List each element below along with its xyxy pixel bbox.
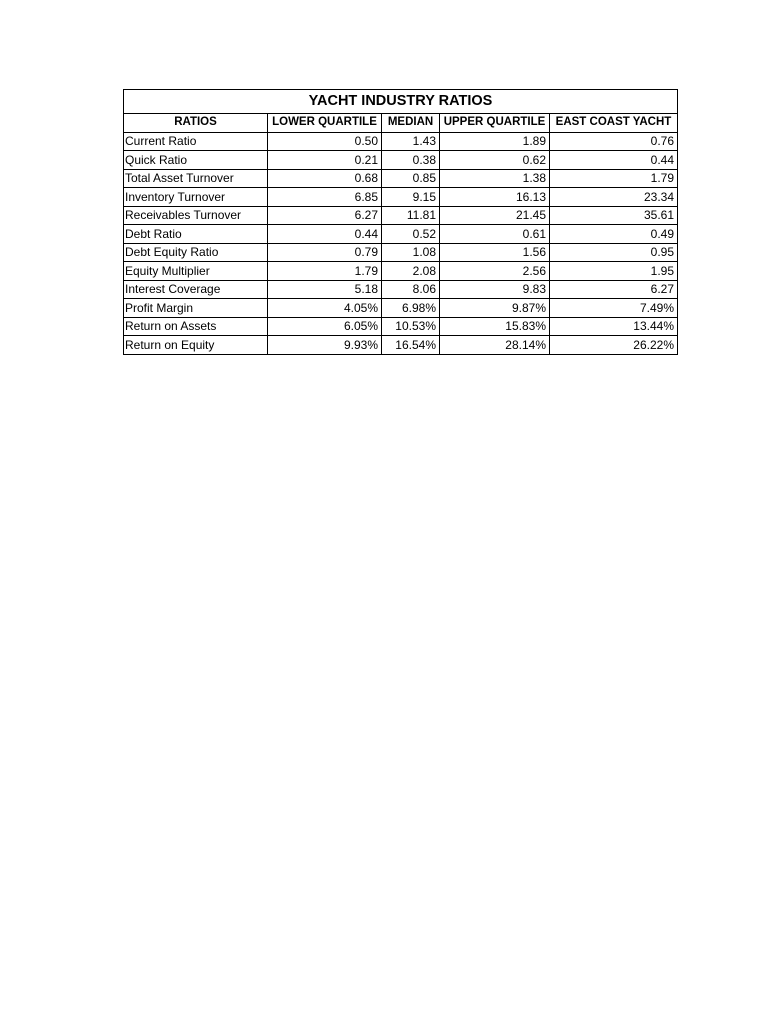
cell-ratio-name: Return on Equity xyxy=(124,336,268,355)
header-median: MEDIAN xyxy=(382,114,440,133)
cell-east-coast-yacht: 1.79 xyxy=(550,169,678,188)
cell-upper-quartile: 28.14% xyxy=(440,336,550,355)
title-row xyxy=(124,90,678,114)
cell-median: 0.85 xyxy=(382,169,440,188)
table-row xyxy=(124,225,678,244)
cell-median: 16.54% xyxy=(382,336,440,355)
table-row xyxy=(124,317,678,336)
cell-median: 1.43 xyxy=(382,132,440,151)
cell-ratio-name: Debt Equity Ratio xyxy=(124,243,268,262)
cell-ratio-name: Receivables Turnover xyxy=(124,206,268,225)
cell-lower-quartile: 4.05% xyxy=(268,299,382,318)
table-row xyxy=(124,151,678,170)
table-row xyxy=(124,299,678,318)
cell-east-coast-yacht: 0.44 xyxy=(550,151,678,170)
cell-ratio-name: Current Ratio xyxy=(124,132,268,151)
cell-median: 6.98% xyxy=(382,299,440,318)
table-row xyxy=(124,206,678,225)
cell-east-coast-yacht: 1.95 xyxy=(550,262,678,281)
table-row xyxy=(124,188,678,207)
cell-upper-quartile: 9.83 xyxy=(440,280,550,299)
header-row xyxy=(124,114,678,133)
cell-east-coast-yacht: 23.34 xyxy=(550,188,678,207)
cell-east-coast-yacht: 0.76 xyxy=(550,132,678,151)
cell-upper-quartile: 16.13 xyxy=(440,188,550,207)
table-body xyxy=(124,132,678,354)
cell-upper-quartile: 21.45 xyxy=(440,206,550,225)
header-lower-quartile: LOWER QUARTILE xyxy=(268,114,382,133)
cell-upper-quartile: 0.61 xyxy=(440,225,550,244)
cell-east-coast-yacht: 0.49 xyxy=(550,225,678,244)
table-row xyxy=(124,169,678,188)
cell-lower-quartile: 9.93% xyxy=(268,336,382,355)
cell-lower-quartile: 1.79 xyxy=(268,262,382,281)
header-east-coast-yacht: EAST COAST YACHT xyxy=(550,114,678,133)
header-upper-quartile: UPPER QUARTILE xyxy=(440,114,550,133)
table-row xyxy=(124,336,678,355)
cell-median: 8.06 xyxy=(382,280,440,299)
table-row xyxy=(124,280,678,299)
cell-east-coast-yacht: 35.61 xyxy=(550,206,678,225)
cell-upper-quartile: 1.89 xyxy=(440,132,550,151)
cell-lower-quartile: 6.05% xyxy=(268,317,382,336)
cell-median: 1.08 xyxy=(382,243,440,262)
cell-east-coast-yacht: 6.27 xyxy=(550,280,678,299)
cell-upper-quartile: 2.56 xyxy=(440,262,550,281)
cell-upper-quartile: 1.56 xyxy=(440,243,550,262)
cell-ratio-name: Return on Assets xyxy=(124,317,268,336)
cell-ratio-name: Debt Ratio xyxy=(124,225,268,244)
cell-ratio-name: Interest Coverage xyxy=(124,280,268,299)
cell-median: 11.81 xyxy=(382,206,440,225)
table-row xyxy=(124,262,678,281)
cell-east-coast-yacht: 0.95 xyxy=(550,243,678,262)
yacht-industry-ratios-table xyxy=(123,89,678,355)
cell-upper-quartile: 0.62 xyxy=(440,151,550,170)
cell-median: 0.52 xyxy=(382,225,440,244)
cell-ratio-name: Total Asset Turnover xyxy=(124,169,268,188)
table-row xyxy=(124,132,678,151)
cell-median: 10.53% xyxy=(382,317,440,336)
cell-lower-quartile: 5.18 xyxy=(268,280,382,299)
cell-east-coast-yacht: 13.44% xyxy=(550,317,678,336)
cell-lower-quartile: 0.44 xyxy=(268,225,382,244)
cell-east-coast-yacht: 7.49% xyxy=(550,299,678,318)
cell-lower-quartile: 6.27 xyxy=(268,206,382,225)
cell-lower-quartile: 0.21 xyxy=(268,151,382,170)
cell-ratio-name: Quick Ratio xyxy=(124,151,268,170)
cell-lower-quartile: 0.79 xyxy=(268,243,382,262)
cell-ratio-name: Equity Multiplier xyxy=(124,262,268,281)
table-title: YACHT INDUSTRY RATIOS xyxy=(124,90,678,114)
cell-upper-quartile: 9.87% xyxy=(440,299,550,318)
cell-upper-quartile: 1.38 xyxy=(440,169,550,188)
cell-lower-quartile: 0.68 xyxy=(268,169,382,188)
table-row xyxy=(124,243,678,262)
cell-median: 0.38 xyxy=(382,151,440,170)
cell-median: 9.15 xyxy=(382,188,440,207)
cell-lower-quartile: 0.50 xyxy=(268,132,382,151)
cell-upper-quartile: 15.83% xyxy=(440,317,550,336)
cell-ratio-name: Inventory Turnover xyxy=(124,188,268,207)
cell-ratio-name: Profit Margin xyxy=(124,299,268,318)
cell-east-coast-yacht: 26.22% xyxy=(550,336,678,355)
cell-lower-quartile: 6.85 xyxy=(268,188,382,207)
cell-median: 2.08 xyxy=(382,262,440,281)
header-ratios: RATIOS xyxy=(124,114,268,133)
